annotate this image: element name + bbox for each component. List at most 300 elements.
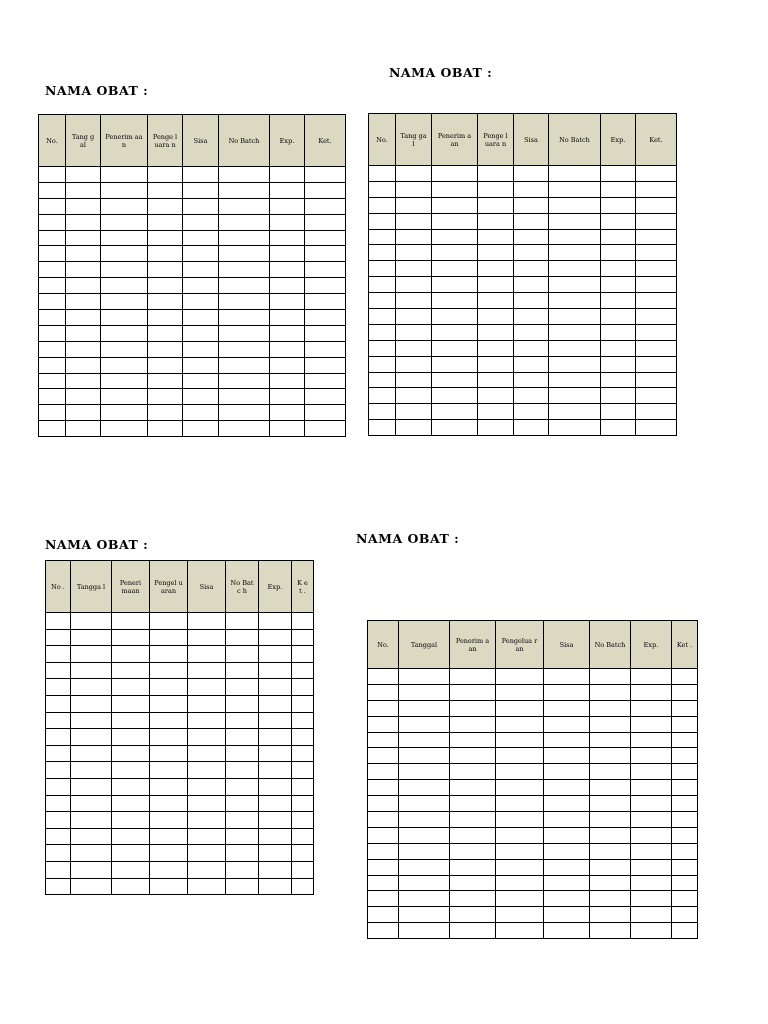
table-cell[interactable]: [368, 764, 399, 780]
table-cell[interactable]: [496, 764, 544, 780]
table-cell[interactable]: [399, 907, 450, 923]
table-cell[interactable]: [432, 372, 478, 388]
table-cell[interactable]: [636, 277, 677, 293]
table-cell[interactable]: [672, 891, 698, 907]
table-cell[interactable]: [66, 246, 101, 262]
table-cell[interactable]: [150, 845, 188, 862]
table-cell[interactable]: [183, 182, 219, 198]
table-cell[interactable]: [544, 732, 590, 748]
table-cell[interactable]: [399, 732, 450, 748]
table-cell[interactable]: [514, 245, 549, 261]
table-cell[interactable]: [112, 828, 150, 845]
table-cell[interactable]: [432, 340, 478, 356]
table-cell[interactable]: [226, 729, 259, 746]
table-cell[interactable]: [369, 309, 396, 325]
table-cell[interactable]: [219, 341, 270, 357]
table-cell[interactable]: [188, 878, 226, 895]
table-cell[interactable]: [636, 324, 677, 340]
table-cell[interactable]: [590, 780, 631, 796]
table-cell[interactable]: [432, 309, 478, 325]
table-cell[interactable]: [66, 357, 101, 373]
table-cell[interactable]: [71, 812, 112, 829]
table-cell[interactable]: [188, 778, 226, 795]
table-cell[interactable]: [259, 646, 292, 663]
table-cell[interactable]: [478, 166, 514, 182]
table-cell[interactable]: [601, 229, 636, 245]
table-cell[interactable]: [305, 262, 346, 278]
table-cell[interactable]: [601, 404, 636, 420]
table-cell[interactable]: [66, 167, 101, 183]
table-cell[interactable]: [292, 795, 314, 812]
table-cell[interactable]: [148, 262, 183, 278]
table-cell[interactable]: [399, 812, 450, 828]
table-cell[interactable]: [631, 748, 672, 764]
table-cell[interactable]: [432, 261, 478, 277]
table-cell[interactable]: [450, 827, 496, 843]
table-cell[interactable]: [46, 695, 71, 712]
table-cell[interactable]: [396, 229, 432, 245]
table-cell[interactable]: [259, 745, 292, 762]
table-cell[interactable]: [101, 373, 148, 389]
table-cell[interactable]: [549, 309, 601, 325]
table-cell[interactable]: [101, 182, 148, 198]
table-cell[interactable]: [369, 277, 396, 293]
table-cell[interactable]: [183, 246, 219, 262]
table-cell[interactable]: [219, 294, 270, 310]
table-cell[interactable]: [432, 229, 478, 245]
table-cell[interactable]: [601, 420, 636, 436]
table-cell[interactable]: [636, 197, 677, 213]
table-cell[interactable]: [183, 278, 219, 294]
table-cell[interactable]: [672, 700, 698, 716]
table-cell[interactable]: [150, 861, 188, 878]
table-cell[interactable]: [496, 907, 544, 923]
table-cell[interactable]: [66, 198, 101, 214]
table-cell[interactable]: [432, 420, 478, 436]
table-cell[interactable]: [112, 646, 150, 663]
table-cell[interactable]: [369, 166, 396, 182]
table-cell[interactable]: [450, 716, 496, 732]
table-cell[interactable]: [188, 646, 226, 663]
table-cell[interactable]: [219, 421, 270, 437]
table-cell[interactable]: [399, 669, 450, 685]
table-cell[interactable]: [188, 795, 226, 812]
table-cell[interactable]: [631, 780, 672, 796]
table-cell[interactable]: [368, 859, 399, 875]
table-cell[interactable]: [292, 695, 314, 712]
table-cell[interactable]: [478, 181, 514, 197]
table-cell[interactable]: [432, 245, 478, 261]
table-cell[interactable]: [601, 372, 636, 388]
table-cell[interactable]: [71, 762, 112, 779]
table-cell[interactable]: [226, 662, 259, 679]
table-cell[interactable]: [450, 732, 496, 748]
table-cell[interactable]: [71, 679, 112, 696]
table-cell[interactable]: [496, 827, 544, 843]
table-cell[interactable]: [631, 669, 672, 685]
table-cell[interactable]: [71, 861, 112, 878]
table-cell[interactable]: [148, 294, 183, 310]
table-cell[interactable]: [369, 356, 396, 372]
table-cell[interactable]: [549, 293, 601, 309]
table-cell[interactable]: [101, 405, 148, 421]
table-cell[interactable]: [305, 294, 346, 310]
table-cell[interactable]: [71, 662, 112, 679]
table-cell[interactable]: [601, 340, 636, 356]
table-cell[interactable]: [219, 373, 270, 389]
table-cell[interactable]: [368, 780, 399, 796]
table-cell[interactable]: [188, 861, 226, 878]
table-cell[interactable]: [544, 843, 590, 859]
table-cell[interactable]: [71, 745, 112, 762]
table-cell[interactable]: [219, 262, 270, 278]
table-cell[interactable]: [631, 875, 672, 891]
table-cell[interactable]: [148, 182, 183, 198]
table-cell[interactable]: [514, 166, 549, 182]
table-cell[interactable]: [188, 812, 226, 829]
table-cell[interactable]: [259, 613, 292, 630]
table-cell[interactable]: [112, 861, 150, 878]
table-cell[interactable]: [270, 246, 305, 262]
table-cell[interactable]: [368, 923, 399, 939]
table-cell[interactable]: [46, 679, 71, 696]
table-cell[interactable]: [514, 388, 549, 404]
table-cell[interactable]: [183, 325, 219, 341]
table-cell[interactable]: [292, 861, 314, 878]
table-cell[interactable]: [631, 923, 672, 939]
table-cell[interactable]: [112, 662, 150, 679]
table-cell[interactable]: [270, 198, 305, 214]
table-cell[interactable]: [150, 712, 188, 729]
table-cell[interactable]: [368, 716, 399, 732]
table-cell[interactable]: [39, 278, 66, 294]
table-cell[interactable]: [396, 166, 432, 182]
table-cell[interactable]: [631, 732, 672, 748]
table-cell[interactable]: [219, 214, 270, 230]
table-cell[interactable]: [590, 891, 631, 907]
table-cell[interactable]: [396, 277, 432, 293]
table-cell[interactable]: [188, 629, 226, 646]
table-cell[interactable]: [450, 923, 496, 939]
table-cell[interactable]: [150, 646, 188, 663]
table-cell[interactable]: [46, 861, 71, 878]
table-cell[interactable]: [66, 262, 101, 278]
table-cell[interactable]: [432, 388, 478, 404]
table-cell[interactable]: [188, 662, 226, 679]
table-cell[interactable]: [46, 878, 71, 895]
table-cell[interactable]: [148, 167, 183, 183]
table-cell[interactable]: [672, 748, 698, 764]
table-cell[interactable]: [450, 907, 496, 923]
table-cell[interactable]: [226, 795, 259, 812]
table-cell[interactable]: [39, 325, 66, 341]
table-cell[interactable]: [369, 229, 396, 245]
table-cell[interactable]: [292, 762, 314, 779]
table-cell[interactable]: [631, 907, 672, 923]
table-cell[interactable]: [478, 261, 514, 277]
table-cell[interactable]: [259, 762, 292, 779]
table-cell[interactable]: [369, 261, 396, 277]
table-cell[interactable]: [432, 197, 478, 213]
table-cell[interactable]: [305, 230, 346, 246]
table-cell[interactable]: [590, 684, 631, 700]
table-cell[interactable]: [292, 729, 314, 746]
table-cell[interactable]: [112, 729, 150, 746]
table-cell[interactable]: [399, 843, 450, 859]
table-cell[interactable]: [148, 357, 183, 373]
table-cell[interactable]: [636, 309, 677, 325]
table-cell[interactable]: [496, 875, 544, 891]
table-cell[interactable]: [219, 246, 270, 262]
table-cell[interactable]: [183, 262, 219, 278]
table-cell[interactable]: [183, 198, 219, 214]
table-cell[interactable]: [496, 669, 544, 685]
table-cell[interactable]: [368, 748, 399, 764]
table-cell[interactable]: [514, 324, 549, 340]
table-cell[interactable]: [544, 827, 590, 843]
table-cell[interactable]: [148, 278, 183, 294]
table-cell[interactable]: [183, 341, 219, 357]
table-cell[interactable]: [672, 796, 698, 812]
table-cell[interactable]: [39, 373, 66, 389]
table-cell[interactable]: [478, 245, 514, 261]
table-cell[interactable]: [631, 891, 672, 907]
table-cell[interactable]: [672, 780, 698, 796]
table-cell[interactable]: [399, 700, 450, 716]
table-cell[interactable]: [544, 812, 590, 828]
table-cell[interactable]: [148, 230, 183, 246]
table-cell[interactable]: [514, 404, 549, 420]
table-cell[interactable]: [544, 684, 590, 700]
table-cell[interactable]: [270, 278, 305, 294]
table-cell[interactable]: [46, 729, 71, 746]
table-cell[interactable]: [450, 812, 496, 828]
table-cell[interactable]: [399, 796, 450, 812]
table-cell[interactable]: [150, 662, 188, 679]
table-cell[interactable]: [183, 294, 219, 310]
table-cell[interactable]: [601, 261, 636, 277]
table-cell[interactable]: [292, 828, 314, 845]
table-cell[interactable]: [270, 182, 305, 198]
table-cell[interactable]: [636, 404, 677, 420]
table-cell[interactable]: [188, 695, 226, 712]
table-cell[interactable]: [631, 700, 672, 716]
table-cell[interactable]: [305, 214, 346, 230]
table-cell[interactable]: [292, 845, 314, 862]
table-cell[interactable]: [549, 420, 601, 436]
table-cell[interactable]: [305, 182, 346, 198]
table-cell[interactable]: [39, 357, 66, 373]
table-cell[interactable]: [46, 646, 71, 663]
table-cell[interactable]: [183, 421, 219, 437]
table-cell[interactable]: [368, 827, 399, 843]
table-cell[interactable]: [399, 780, 450, 796]
table-cell[interactable]: [39, 246, 66, 262]
table-cell[interactable]: [112, 745, 150, 762]
table-cell[interactable]: [112, 712, 150, 729]
table-cell[interactable]: [112, 878, 150, 895]
table-cell[interactable]: [432, 404, 478, 420]
table-cell[interactable]: [631, 812, 672, 828]
table-cell[interactable]: [112, 613, 150, 630]
table-cell[interactable]: [66, 230, 101, 246]
table-cell[interactable]: [478, 293, 514, 309]
table-cell[interactable]: [270, 310, 305, 326]
table-cell[interactable]: [450, 843, 496, 859]
table-cell[interactable]: [601, 245, 636, 261]
table-cell[interactable]: [549, 324, 601, 340]
table-cell[interactable]: [226, 613, 259, 630]
table-cell[interactable]: [496, 716, 544, 732]
table-cell[interactable]: [672, 907, 698, 923]
table-cell[interactable]: [292, 812, 314, 829]
table-cell[interactable]: [150, 878, 188, 895]
table-cell[interactable]: [369, 372, 396, 388]
table-cell[interactable]: [636, 261, 677, 277]
table-cell[interactable]: [270, 294, 305, 310]
table-cell[interactable]: [39, 230, 66, 246]
table-cell[interactable]: [514, 181, 549, 197]
table-cell[interactable]: [148, 389, 183, 405]
table-cell[interactable]: [183, 373, 219, 389]
table-cell[interactable]: [101, 389, 148, 405]
table-cell[interactable]: [66, 182, 101, 198]
table-cell[interactable]: [432, 277, 478, 293]
table-cell[interactable]: [478, 340, 514, 356]
table-cell[interactable]: [39, 198, 66, 214]
table-cell[interactable]: [259, 729, 292, 746]
table-cell[interactable]: [631, 843, 672, 859]
table-cell[interactable]: [450, 859, 496, 875]
table-cell[interactable]: [399, 716, 450, 732]
table-cell[interactable]: [66, 373, 101, 389]
table-cell[interactable]: [183, 357, 219, 373]
table-cell[interactable]: [39, 167, 66, 183]
table-cell[interactable]: [71, 878, 112, 895]
table-cell[interactable]: [544, 669, 590, 685]
table-cell[interactable]: [590, 732, 631, 748]
table-cell[interactable]: [544, 748, 590, 764]
table-cell[interactable]: [544, 700, 590, 716]
table-cell[interactable]: [270, 214, 305, 230]
table-cell[interactable]: [101, 421, 148, 437]
table-cell[interactable]: [71, 828, 112, 845]
table-cell[interactable]: [150, 613, 188, 630]
table-cell[interactable]: [148, 325, 183, 341]
table-cell[interactable]: [549, 277, 601, 293]
table-cell[interactable]: [450, 891, 496, 907]
table-cell[interactable]: [544, 907, 590, 923]
table-cell[interactable]: [549, 356, 601, 372]
table-cell[interactable]: [305, 373, 346, 389]
table-cell[interactable]: [496, 684, 544, 700]
table-cell[interactable]: [150, 629, 188, 646]
table-cell[interactable]: [369, 213, 396, 229]
table-cell[interactable]: [544, 923, 590, 939]
table-cell[interactable]: [549, 261, 601, 277]
table-cell[interactable]: [259, 845, 292, 862]
table-cell[interactable]: [369, 404, 396, 420]
table-cell[interactable]: [148, 373, 183, 389]
table-cell[interactable]: [219, 230, 270, 246]
table-cell[interactable]: [112, 812, 150, 829]
table-cell[interactable]: [369, 420, 396, 436]
table-cell[interactable]: [39, 214, 66, 230]
table-cell[interactable]: [478, 324, 514, 340]
table-cell[interactable]: [219, 389, 270, 405]
table-cell[interactable]: [305, 310, 346, 326]
table-cell[interactable]: [514, 261, 549, 277]
table-cell[interactable]: [396, 213, 432, 229]
table-cell[interactable]: [150, 795, 188, 812]
table-cell[interactable]: [496, 796, 544, 812]
table-cell[interactable]: [270, 325, 305, 341]
table-cell[interactable]: [590, 748, 631, 764]
table-cell[interactable]: [292, 629, 314, 646]
table-cell[interactable]: [478, 277, 514, 293]
table-cell[interactable]: [601, 388, 636, 404]
table-cell[interactable]: [39, 341, 66, 357]
table-cell[interactable]: [368, 796, 399, 812]
table-cell[interactable]: [478, 372, 514, 388]
table-cell[interactable]: [112, 762, 150, 779]
table-cell[interactable]: [259, 878, 292, 895]
table-cell[interactable]: [188, 712, 226, 729]
table-cell[interactable]: [369, 388, 396, 404]
table-cell[interactable]: [396, 356, 432, 372]
table-cell[interactable]: [71, 613, 112, 630]
table-cell[interactable]: [496, 732, 544, 748]
table-cell[interactable]: [590, 700, 631, 716]
table-cell[interactable]: [148, 246, 183, 262]
table-cell[interactable]: [148, 405, 183, 421]
table-cell[interactable]: [590, 875, 631, 891]
table-cell[interactable]: [150, 729, 188, 746]
table-cell[interactable]: [71, 845, 112, 862]
table-cell[interactable]: [544, 780, 590, 796]
table-cell[interactable]: [71, 778, 112, 795]
table-cell[interactable]: [259, 662, 292, 679]
table-cell[interactable]: [270, 341, 305, 357]
table-cell[interactable]: [183, 310, 219, 326]
table-cell[interactable]: [270, 389, 305, 405]
table-cell[interactable]: [478, 197, 514, 213]
table-cell[interactable]: [188, 845, 226, 862]
table-cell[interactable]: [46, 712, 71, 729]
table-cell[interactable]: [636, 420, 677, 436]
table-cell[interactable]: [590, 716, 631, 732]
table-cell[interactable]: [46, 762, 71, 779]
table-cell[interactable]: [368, 700, 399, 716]
table-cell[interactable]: [71, 695, 112, 712]
table-cell[interactable]: [66, 389, 101, 405]
table-cell[interactable]: [226, 745, 259, 762]
table-cell[interactable]: [514, 213, 549, 229]
table-cell[interactable]: [368, 732, 399, 748]
table-cell[interactable]: [672, 684, 698, 700]
table-cell[interactable]: [478, 356, 514, 372]
table-cell[interactable]: [590, 764, 631, 780]
table-cell[interactable]: [432, 213, 478, 229]
table-cell[interactable]: [672, 764, 698, 780]
table-cell[interactable]: [259, 812, 292, 829]
table-cell[interactable]: [39, 389, 66, 405]
table-cell[interactable]: [101, 246, 148, 262]
table-cell[interactable]: [368, 669, 399, 685]
table-cell[interactable]: [601, 166, 636, 182]
table-cell[interactable]: [590, 843, 631, 859]
table-cell[interactable]: [631, 716, 672, 732]
